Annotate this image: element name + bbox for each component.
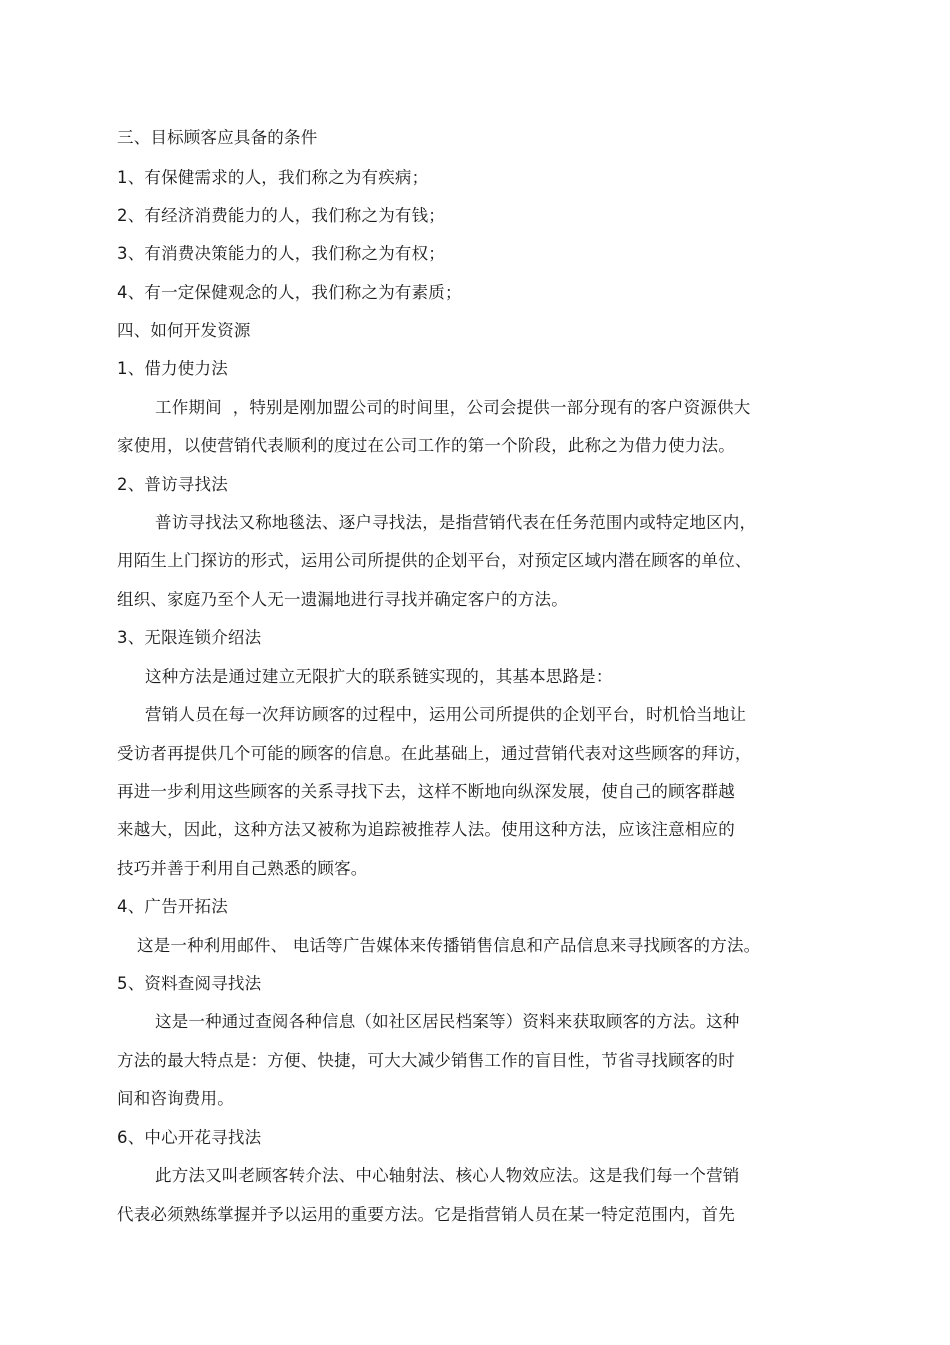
- section-heading: 四、如何开发资源: [117, 321, 251, 340]
- list-item: 3、有消费决策能力的人，我们称之为有权；: [117, 244, 445, 263]
- subsection-heading: 4、广告开拓法: [117, 897, 228, 916]
- subsection-heading: 1、借力使力法: [117, 359, 228, 378]
- paragraph-line: 受访者再提供几个可能的顾客的信息。在此基础上，通过营销代表对这些顾客的拜访，: [117, 744, 752, 763]
- paragraph-line: 普访寻找法又称地毯法、逐户寻找法，是指营销代表在任务范围内或特定地区内，: [155, 513, 757, 532]
- paragraph-line: 工作期间 ，特别是刚加盟公司的时间里，公司会提供一部分现有的客户资源供大: [155, 398, 751, 417]
- paragraph-line: 方法的最大特点是：方便、快捷，可大大减少销售工作的盲目性，节省寻找顾客的时: [117, 1051, 735, 1070]
- paragraph-line: 间和咨询费用。: [117, 1089, 234, 1108]
- paragraph-line: 营销人员在每一次拜访顾客的过程中，运用公司所提供的企划平台，时机恰当地让: [145, 705, 747, 724]
- paragraph-line: 家使用，以使营销代表顺利的度过在公司工作的第一个阶段，此称之为借力使力法。: [117, 436, 735, 455]
- paragraph-line: 来越大，因此，这种方法又被称为追踪被推荐人法。使用这种方法，应该注意相应的: [117, 820, 735, 839]
- paragraph-line: 技巧并善于利用自己熟悉的顾客。: [117, 859, 368, 878]
- paragraph-line: 这是一种通过查阅各种信息（如社区居民档案等）资料来获取顾客的方法。这种: [155, 1012, 740, 1031]
- list-item: 1、有保健需求的人，我们称之为有疾病；: [117, 168, 429, 187]
- paragraph-line: 此方法又叫老顾客转介法、中心轴射法、核心人物效应法。这是我们每一个营销: [155, 1166, 740, 1185]
- paragraph-line: 再进一步利用这些顾客的关系寻找下去，这样不断地向纵深发展，使自己的顾客群越: [117, 782, 735, 801]
- list-item: 4、有一定保健观念的人，我们称之为有素质；: [117, 283, 462, 302]
- paragraph-line: 组织、家庭乃至个人无一遗漏地进行寻找并确定客户的方法。: [117, 590, 568, 609]
- subsection-heading: 5、资料查阅寻找法: [117, 974, 262, 993]
- paragraph-line: 用陌生上门探访的形式，运用公司所提供的企划平台，对预定区域内潜在顾客的单位、: [117, 551, 752, 570]
- paragraph-line: 这种方法是通过建立无限扩大的联系链实现的，其基本思路是：: [145, 667, 613, 686]
- subsection-heading: 6、中心开花寻找法: [117, 1128, 262, 1147]
- paragraph-line: 代表必须熟练掌握并予以运用的重要方法。它是指营销人员在某一特定范围内，首先: [117, 1205, 735, 1224]
- subsection-heading: 3、无限连锁介绍法: [117, 628, 262, 647]
- list-item: 2、有经济消费能力的人，我们称之为有钱；: [117, 206, 445, 225]
- paragraph-line: 这是一种利用邮件、 电话等广告媒体来传播销售信息和产品信息来寻找顾客的方法。: [137, 936, 761, 955]
- section-heading: 三、目标顾客应具备的条件: [117, 128, 318, 147]
- subsection-heading: 2、普访寻找法: [117, 475, 228, 494]
